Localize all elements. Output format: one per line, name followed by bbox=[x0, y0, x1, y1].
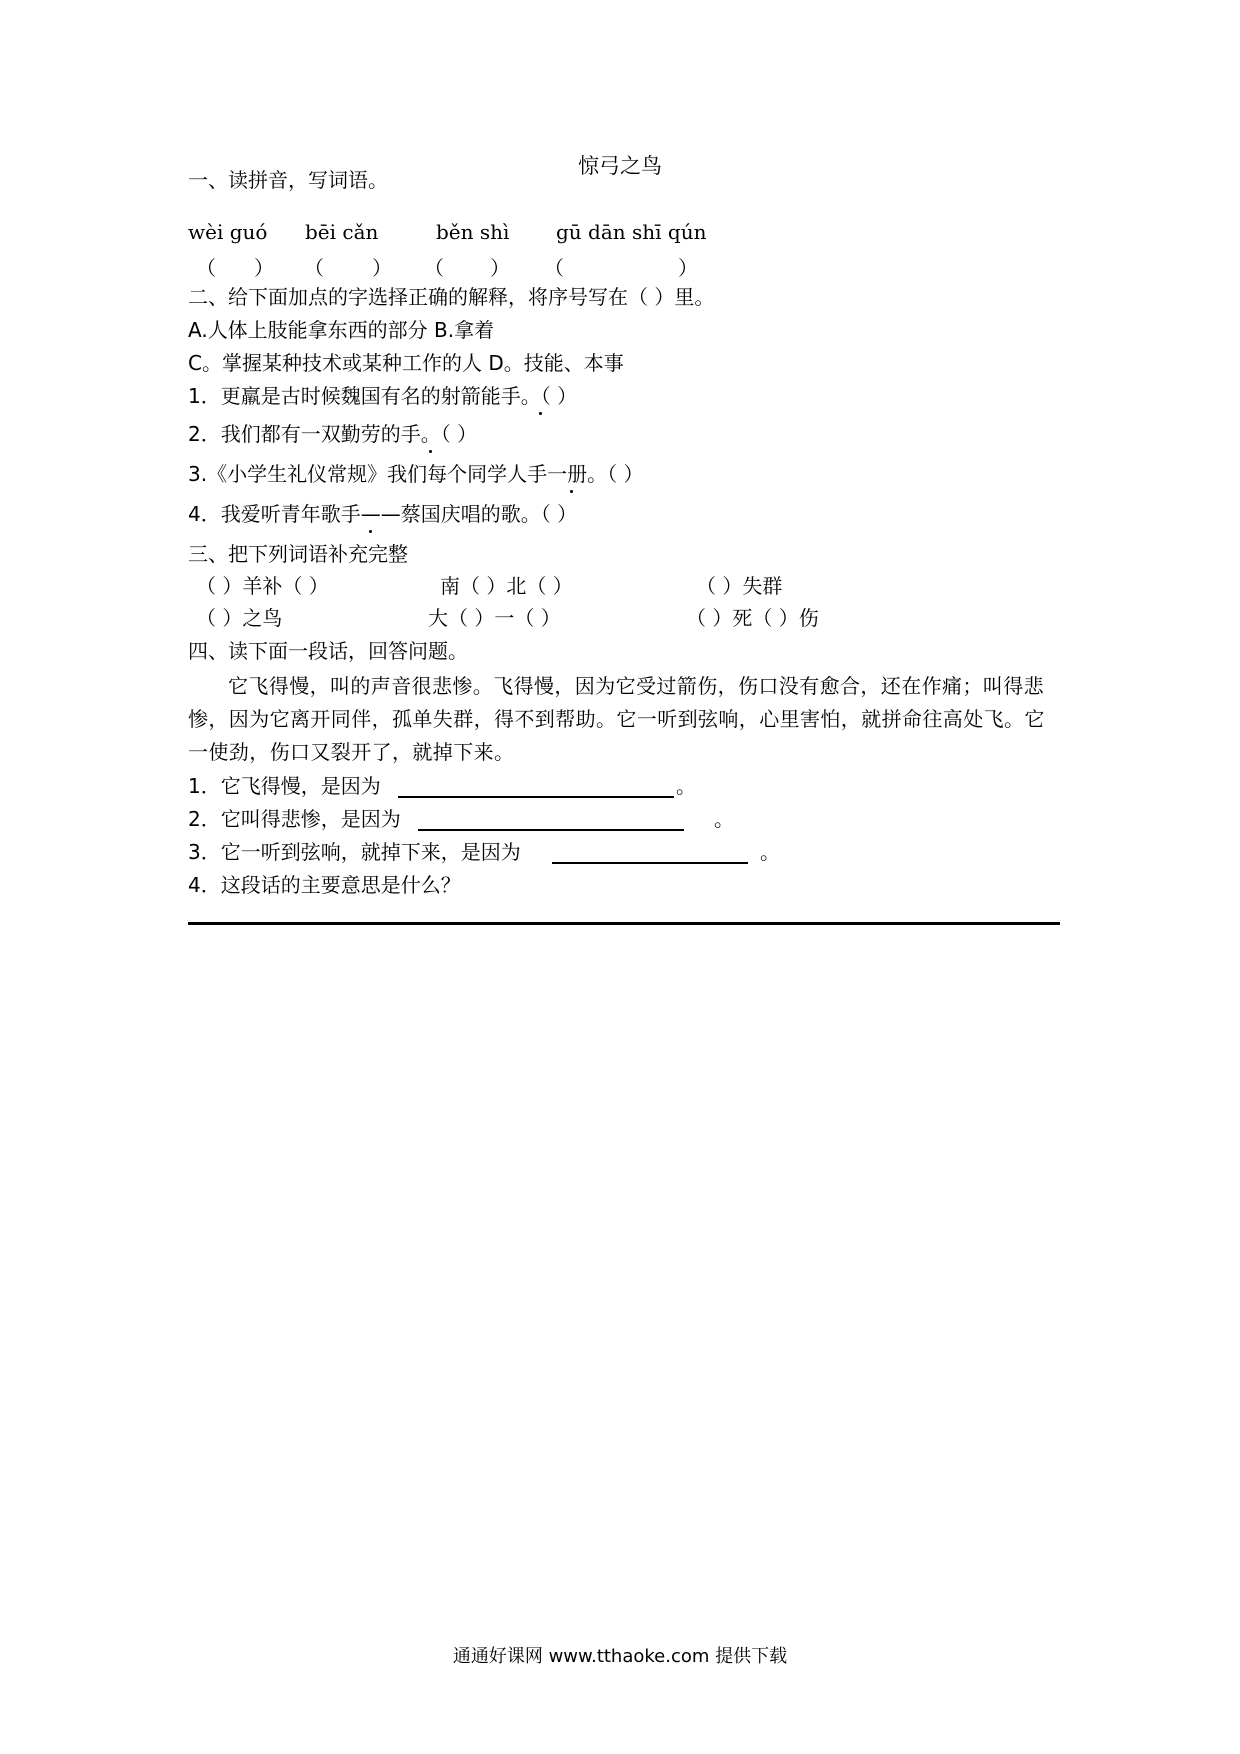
answer-blank-1[interactable] bbox=[398, 796, 674, 798]
options-line-1: A.人体上肢能拿东西的部分 B.拿着 bbox=[188, 318, 495, 342]
idiom-item: （ ）失群 bbox=[696, 574, 783, 598]
question-4: 4．这段话的主要意思是什么？ bbox=[188, 873, 461, 897]
answer-brackets-row bbox=[0, 252, 1240, 282]
question-2-end: 。 bbox=[714, 807, 734, 831]
bracket-open: （ bbox=[544, 256, 564, 280]
idiom-row-2 bbox=[0, 603, 1240, 633]
section-2-heading: 二、给下面加点的字选择正确的解释，将序号写在（ ）里。 bbox=[188, 285, 715, 309]
section-4-heading: 四、读下面一段话，回答问题。 bbox=[188, 639, 468, 663]
question-2 bbox=[188, 804, 401, 834]
idiom-row-1 bbox=[0, 571, 1240, 601]
bracket-close: ） bbox=[372, 256, 392, 280]
question-1 bbox=[188, 771, 381, 801]
answer-blank-3[interactable] bbox=[552, 862, 748, 864]
options-line-2: C。掌握某种技术或某种工作的人 D。技能、本事 bbox=[188, 351, 624, 375]
section-3-heading: 三、把下列词语补充完整 bbox=[188, 542, 408, 566]
question-item-1: 1．更羸是古时候魏国有名的射箭能手。（ ） bbox=[188, 384, 578, 408]
answer-line-4[interactable] bbox=[188, 922, 1060, 925]
pinyin-2: bēi cǎn bbox=[305, 220, 379, 244]
question-item-2: 2．我们都有一双勤劳的手。（ ） bbox=[188, 422, 478, 446]
idiom-item: （ ）之鸟 bbox=[196, 606, 283, 630]
idiom-item: （ ）死（ ）伤 bbox=[686, 606, 819, 630]
pinyin-1: wèi guó bbox=[188, 220, 268, 244]
page-title: 惊弓之鸟 bbox=[578, 154, 662, 178]
bracket-close: ） bbox=[678, 256, 698, 280]
question-1-text: 1．它飞得慢，是因为 bbox=[188, 774, 381, 798]
bracket-open: （ bbox=[424, 256, 444, 280]
pinyin-3: běn shì bbox=[436, 220, 510, 244]
question-3-end: 。 bbox=[760, 840, 780, 864]
section-1-heading: 一、读拼音，写词语。 bbox=[188, 168, 388, 192]
idiom-item: （ ）羊补（ ） bbox=[196, 574, 329, 598]
question-item-4: 4．我爱听青年歌手——蔡国庆唱的歌。（ ） bbox=[188, 502, 578, 526]
pinyin-4: gū dān shī qún bbox=[556, 220, 707, 244]
reading-passage: 它飞得慢，叫的声音很悲惨。飞得慢，因为它受过箭伤，伤口没有愈合，还在作痛；叫得悲惨，因为它离开同伴，孤单失群，得不到帮助。它一听到弦响，心里害怕，就拼命往高处飞。它一使劲，伤口又裂开了，就掉下来。 bbox=[188, 674, 1045, 764]
question-item-3: 3.《小学生礼仪常规》我们每个同学人手一册。（ ） bbox=[188, 462, 644, 486]
emphasis-dot bbox=[570, 490, 573, 493]
question-2-text: 2．它叫得悲惨，是因为 bbox=[188, 807, 401, 831]
question-1-end: 。 bbox=[676, 774, 696, 798]
question-3-text: 3．它一听到弦响，就掉下来，是因为 bbox=[188, 840, 521, 864]
idiom-item: 大（ ）一（ ） bbox=[428, 606, 561, 630]
emphasis-dot bbox=[369, 530, 372, 533]
question-3 bbox=[188, 837, 521, 867]
answer-blank-2[interactable] bbox=[418, 829, 684, 831]
emphasis-dot bbox=[429, 450, 432, 453]
bracket-open: （ bbox=[304, 256, 324, 280]
bracket-close: ） bbox=[254, 256, 274, 280]
bracket-open: （ bbox=[196, 256, 216, 280]
emphasis-dot bbox=[539, 412, 542, 415]
idiom-item: 南（ ）北（ ） bbox=[440, 574, 573, 598]
bracket-close: ） bbox=[490, 256, 510, 280]
page-footer: 通通好课网 www.tthaoke.com 提供下载 bbox=[452, 1646, 788, 1667]
